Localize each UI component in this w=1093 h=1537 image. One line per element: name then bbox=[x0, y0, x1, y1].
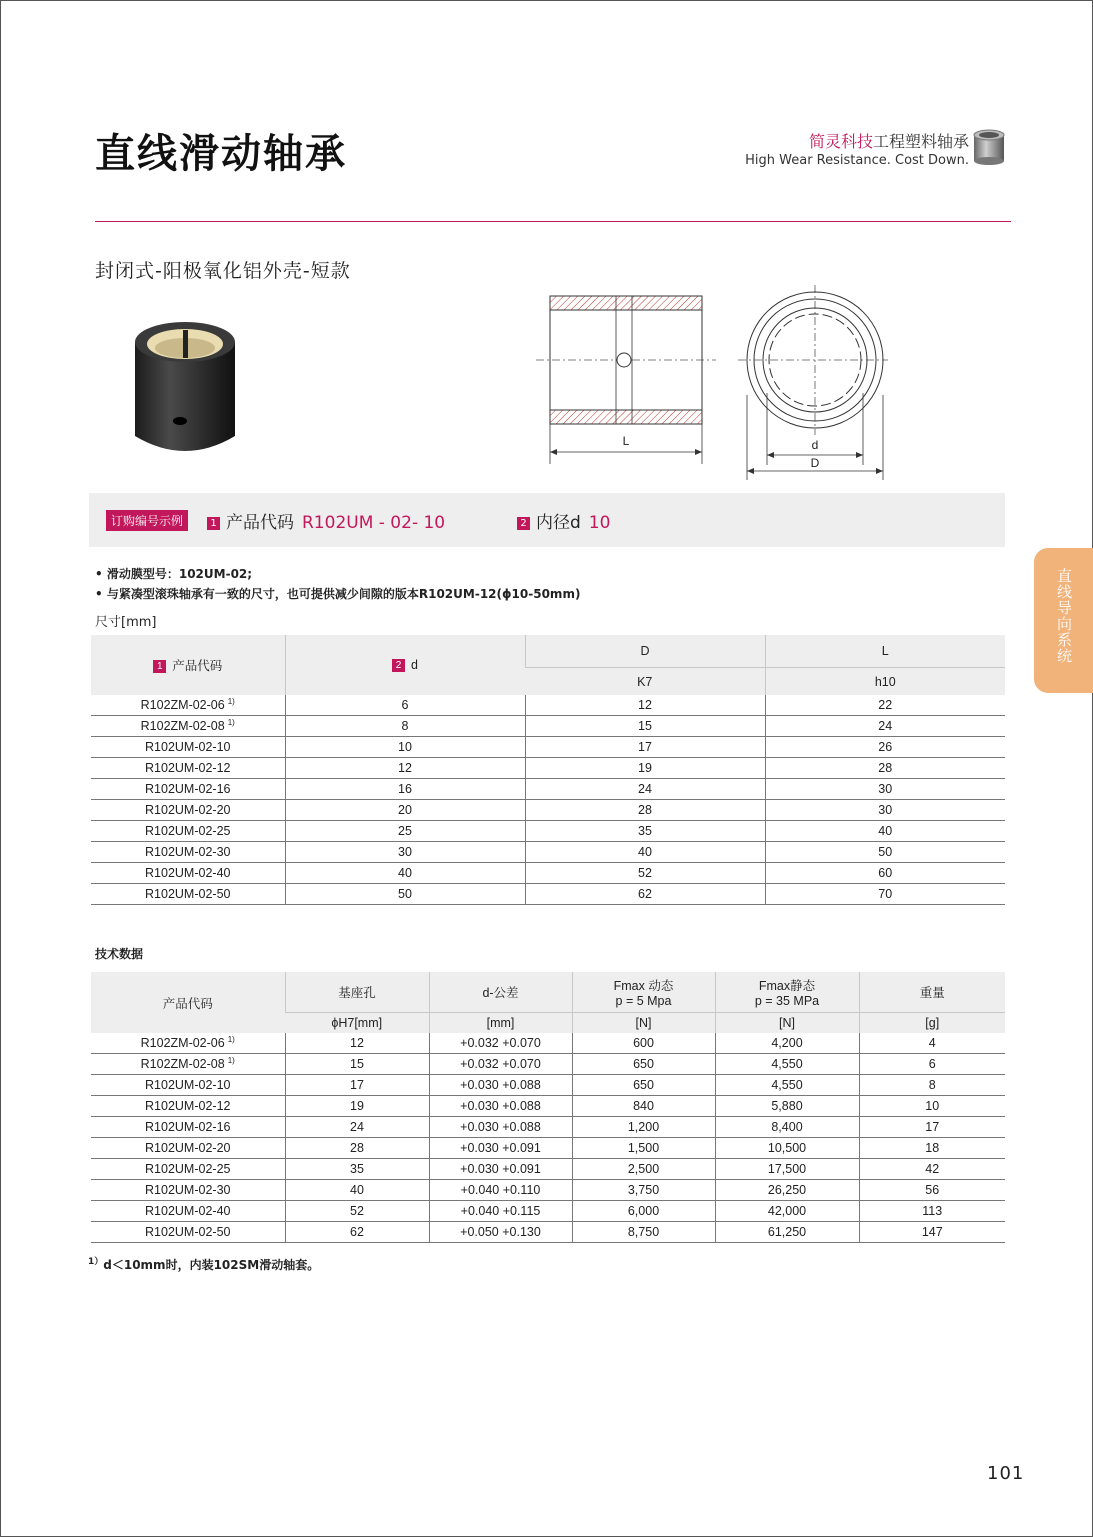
outer-diameter-cell: 15 bbox=[525, 716, 765, 737]
badge-1: 1 bbox=[207, 517, 220, 530]
length-cell: 50 bbox=[765, 842, 1005, 863]
table-row bbox=[91, 695, 1005, 716]
side-section-drawing bbox=[536, 288, 721, 468]
tech-data-label: 技术数据 bbox=[95, 947, 144, 961]
order-inner-diameter-label: 内径d bbox=[536, 513, 581, 533]
bearing-icon bbox=[972, 129, 1006, 165]
dim-header-L: L bbox=[765, 635, 1005, 668]
outer-diameter-cell: 17 bbox=[525, 737, 765, 758]
order-product-code-value: R102UM - 02- 10 bbox=[302, 513, 446, 533]
tech-header-weight: 重量 bbox=[859, 972, 1005, 1013]
housing-bore-cell: 17 bbox=[285, 1075, 429, 1096]
static-load-cell: 42,000 bbox=[715, 1201, 859, 1222]
table-row bbox=[91, 779, 1005, 800]
order-product-code-label: 产品代码 bbox=[226, 513, 294, 533]
brand-block bbox=[745, 129, 969, 168]
tech-header-fdyn: Fmax 动态 p = 5 Mpa bbox=[572, 972, 715, 1013]
product-code-cell: R102ZM-02-08 $^{1)}$ bbox=[91, 1054, 285, 1075]
weight-cell: 18 bbox=[859, 1138, 1005, 1159]
table-row bbox=[91, 716, 1005, 737]
outer-diameter-cell: 40 bbox=[525, 842, 765, 863]
tech-header-tol: d-公差 bbox=[429, 972, 572, 1013]
dimensions-table bbox=[91, 635, 1005, 905]
outer-diameter-label: D bbox=[810, 456, 820, 470]
weight-cell: 4 bbox=[859, 1033, 1005, 1054]
housing-bore-cell: 12 bbox=[285, 1033, 429, 1054]
dynamic-load-cell: 600 bbox=[572, 1033, 715, 1054]
static-load-cell: 4,550 bbox=[715, 1054, 859, 1075]
product-photo bbox=[130, 318, 240, 460]
inner-diameter-cell: 16 bbox=[285, 779, 525, 800]
page-number: 101 bbox=[987, 1463, 1025, 1484]
length-cell: 28 bbox=[765, 758, 1005, 779]
length-cell: 30 bbox=[765, 800, 1005, 821]
length-cell: 40 bbox=[765, 821, 1005, 842]
product-code-cell: R102UM-02-30 bbox=[91, 842, 285, 863]
table-row bbox=[91, 800, 1005, 821]
table-row bbox=[91, 1222, 1005, 1243]
dynamic-load-cell: 1,500 bbox=[572, 1138, 715, 1159]
tolerance-cell: +0.030 +0.091 bbox=[429, 1159, 572, 1180]
order-example-tag: 订购编号示例 bbox=[106, 510, 188, 531]
tech-header-fstat: Fmax静态 p = 35 MPa bbox=[715, 972, 859, 1013]
tolerance-cell: +0.050 +0.130 bbox=[429, 1222, 572, 1243]
dynamic-load-cell: 6,000 bbox=[572, 1201, 715, 1222]
product-code-cell: R102UM-02-16 bbox=[91, 1117, 285, 1138]
dynamic-load-cell: 650 bbox=[572, 1054, 715, 1075]
dynamic-load-cell: 8,750 bbox=[572, 1222, 715, 1243]
table-row bbox=[91, 737, 1005, 758]
tech-header-fdyn-unit: [N] bbox=[572, 1013, 715, 1034]
table-row bbox=[91, 821, 1005, 842]
product-code-cell: R102UM-02-20 bbox=[91, 1138, 285, 1159]
static-load-cell: 5,880 bbox=[715, 1096, 859, 1117]
table-row bbox=[91, 884, 1005, 905]
tolerance-cell: +0.030 +0.088 bbox=[429, 1117, 572, 1138]
dim-header-D-tol: K7 bbox=[525, 668, 765, 696]
product-code-cell: R102ZM-02-06 $^{1)}$ bbox=[91, 695, 285, 716]
product-code-cell: R102UM-02-25 bbox=[91, 1159, 285, 1180]
badge-2: 2 bbox=[517, 517, 530, 530]
footnote: $^{1)}$d＜10mm时，内装102SM滑动轴套。 bbox=[88, 1257, 320, 1272]
table-row bbox=[91, 1075, 1005, 1096]
dynamic-load-cell: 1,200 bbox=[572, 1117, 715, 1138]
weight-cell: 147 bbox=[859, 1222, 1005, 1243]
product-code-cell: R102UM-02-12 bbox=[91, 1096, 285, 1117]
length-cell: 60 bbox=[765, 863, 1005, 884]
weight-cell: 8 bbox=[859, 1075, 1005, 1096]
weight-cell: 17 bbox=[859, 1117, 1005, 1138]
product-code-cell: R102UM-02-50 bbox=[91, 1222, 285, 1243]
brand-tagline: High Wear Resistance. Cost Down. bbox=[745, 153, 969, 168]
end-view-drawing bbox=[738, 285, 893, 480]
order-product-code bbox=[207, 508, 445, 533]
table-row bbox=[91, 1117, 1005, 1138]
length-cell: 22 bbox=[765, 695, 1005, 716]
length-cell: 70 bbox=[765, 884, 1005, 905]
tech-header-hole: 基座孔 bbox=[285, 972, 429, 1013]
static-load-cell: 8,400 bbox=[715, 1117, 859, 1138]
inner-diameter-cell: 12 bbox=[285, 758, 525, 779]
product-code-cell: R102UM-02-16 bbox=[91, 779, 285, 800]
product-code-cell: R102UM-02-20 bbox=[91, 800, 285, 821]
static-load-cell: 26,250 bbox=[715, 1180, 859, 1201]
tolerance-cell: +0.032 +0.070 bbox=[429, 1054, 572, 1075]
length-cell: 26 bbox=[765, 737, 1005, 758]
weight-cell: 113 bbox=[859, 1201, 1005, 1222]
table-row bbox=[91, 1201, 1005, 1222]
tech-header-hole-unit: ϕH7[mm] bbox=[285, 1013, 429, 1034]
inner-diameter-cell: 6 bbox=[285, 695, 525, 716]
order-example-bar bbox=[89, 493, 1005, 547]
table-row bbox=[91, 842, 1005, 863]
outer-diameter-cell: 52 bbox=[525, 863, 765, 884]
side-tab-label: 直线导向系统 bbox=[1055, 568, 1073, 664]
dim-header-D: D bbox=[525, 635, 765, 668]
housing-bore-cell: 52 bbox=[285, 1201, 429, 1222]
outer-diameter-cell: 12 bbox=[525, 695, 765, 716]
side-tab-linear-guide[interactable] bbox=[1034, 548, 1093, 693]
dim-header-code: 1 产品代码 bbox=[91, 635, 285, 695]
housing-bore-cell: 19 bbox=[285, 1096, 429, 1117]
dynamic-load-cell: 650 bbox=[572, 1075, 715, 1096]
page-title: 直线滑动轴承 bbox=[95, 131, 347, 177]
product-code-cell: R102ZM-02-08 $^{1)}$ bbox=[91, 716, 285, 737]
product-code-cell: R102UM-02-40 bbox=[91, 863, 285, 884]
product-code-cell: R102ZM-02-06 $^{1)}$ bbox=[91, 1033, 285, 1054]
weight-cell: 56 bbox=[859, 1180, 1005, 1201]
housing-bore-cell: 15 bbox=[285, 1054, 429, 1075]
table-row bbox=[91, 1138, 1005, 1159]
tech-data-table bbox=[91, 972, 1005, 1243]
outer-diameter-cell: 28 bbox=[525, 800, 765, 821]
tolerance-cell: +0.030 +0.091 bbox=[429, 1138, 572, 1159]
inner-diameter-cell: 25 bbox=[285, 821, 525, 842]
inner-diameter-cell: 20 bbox=[285, 800, 525, 821]
product-code-cell: R102UM-02-12 bbox=[91, 758, 285, 779]
housing-bore-cell: 40 bbox=[285, 1180, 429, 1201]
notes-list bbox=[95, 564, 580, 604]
length-label: L bbox=[622, 434, 630, 448]
inner-diameter-cell: 50 bbox=[285, 884, 525, 905]
length-cell: 24 bbox=[765, 716, 1005, 737]
note-item: • 滑动膜型号：102UM-02; bbox=[95, 567, 253, 581]
tolerance-cell: +0.032 +0.070 bbox=[429, 1033, 572, 1054]
housing-bore-cell: 35 bbox=[285, 1159, 429, 1180]
tech-header-code: 产品代码 bbox=[91, 972, 285, 1033]
inner-diameter-cell: 40 bbox=[285, 863, 525, 884]
static-load-cell: 61,250 bbox=[715, 1222, 859, 1243]
tolerance-cell: +0.030 +0.088 bbox=[429, 1075, 572, 1096]
product-code-cell: R102UM-02-10 bbox=[91, 737, 285, 758]
product-code-cell: R102UM-02-40 bbox=[91, 1201, 285, 1222]
order-inner-diameter-value: 10 bbox=[588, 513, 611, 533]
dynamic-load-cell: 3,750 bbox=[572, 1180, 715, 1201]
housing-bore-cell: 28 bbox=[285, 1138, 429, 1159]
brand-name bbox=[745, 129, 969, 152]
table-row bbox=[91, 1096, 1005, 1117]
table-row bbox=[91, 1033, 1005, 1054]
table-row bbox=[91, 863, 1005, 884]
inner-diameter-cell: 30 bbox=[285, 842, 525, 863]
product-code-cell: R102UM-02-50 bbox=[91, 884, 285, 905]
product-code-cell: R102UM-02-30 bbox=[91, 1180, 285, 1201]
tech-header-tol-unit: [mm] bbox=[429, 1013, 572, 1034]
order-inner-diameter bbox=[517, 508, 610, 533]
outer-diameter-cell: 35 bbox=[525, 821, 765, 842]
dim-header-L-tol: h10 bbox=[765, 668, 1005, 696]
outer-diameter-cell: 19 bbox=[525, 758, 765, 779]
dimensions-label: 尺寸[mm] bbox=[95, 615, 157, 630]
housing-bore-cell: 24 bbox=[285, 1117, 429, 1138]
table-row bbox=[91, 758, 1005, 779]
length-cell: 30 bbox=[765, 779, 1005, 800]
tolerance-cell: +0.040 +0.110 bbox=[429, 1180, 572, 1201]
outer-diameter-cell: 24 bbox=[525, 779, 765, 800]
section-subtitle: 封闭式-阳极氧化铝外壳-短款 bbox=[95, 260, 351, 282]
dynamic-load-cell: 2,500 bbox=[572, 1159, 715, 1180]
weight-cell: 42 bbox=[859, 1159, 1005, 1180]
tech-header-weight-unit: [g] bbox=[859, 1013, 1005, 1034]
weight-cell: 6 bbox=[859, 1054, 1005, 1075]
note-item: • 与紧凑型滚珠轴承有一致的尺寸，也可提供减少间隙的版本R102UM-12(ϕ10-50mm) bbox=[95, 587, 581, 601]
tolerance-cell: +0.040 +0.115 bbox=[429, 1201, 572, 1222]
static-load-cell: 17,500 bbox=[715, 1159, 859, 1180]
table-row bbox=[91, 1159, 1005, 1180]
static-load-cell: 4,550 bbox=[715, 1075, 859, 1096]
product-code-cell: R102UM-02-10 bbox=[91, 1075, 285, 1096]
product-code-cell: R102UM-02-25 bbox=[91, 821, 285, 842]
table-row bbox=[91, 1180, 1005, 1201]
static-load-cell: 10,500 bbox=[715, 1138, 859, 1159]
tech-header-fstat-unit: [N] bbox=[715, 1013, 859, 1034]
brand-name-rest: 工程塑料轴承 bbox=[872, 132, 969, 151]
table-row bbox=[91, 1054, 1005, 1075]
housing-bore-cell: 62 bbox=[285, 1222, 429, 1243]
static-load-cell: 4,200 bbox=[715, 1033, 859, 1054]
inner-diameter-cell: 8 bbox=[285, 716, 525, 737]
inner-diameter-label: d bbox=[811, 438, 819, 452]
outer-diameter-cell: 62 bbox=[525, 884, 765, 905]
dim-header-d: 2 d bbox=[285, 635, 525, 695]
tolerance-cell: +0.030 +0.088 bbox=[429, 1096, 572, 1117]
brand-name-pink: 简灵科技 bbox=[808, 132, 873, 151]
weight-cell: 10 bbox=[859, 1096, 1005, 1117]
dynamic-load-cell: 840 bbox=[572, 1096, 715, 1117]
inner-diameter-cell: 10 bbox=[285, 737, 525, 758]
header-rule bbox=[95, 221, 1011, 222]
